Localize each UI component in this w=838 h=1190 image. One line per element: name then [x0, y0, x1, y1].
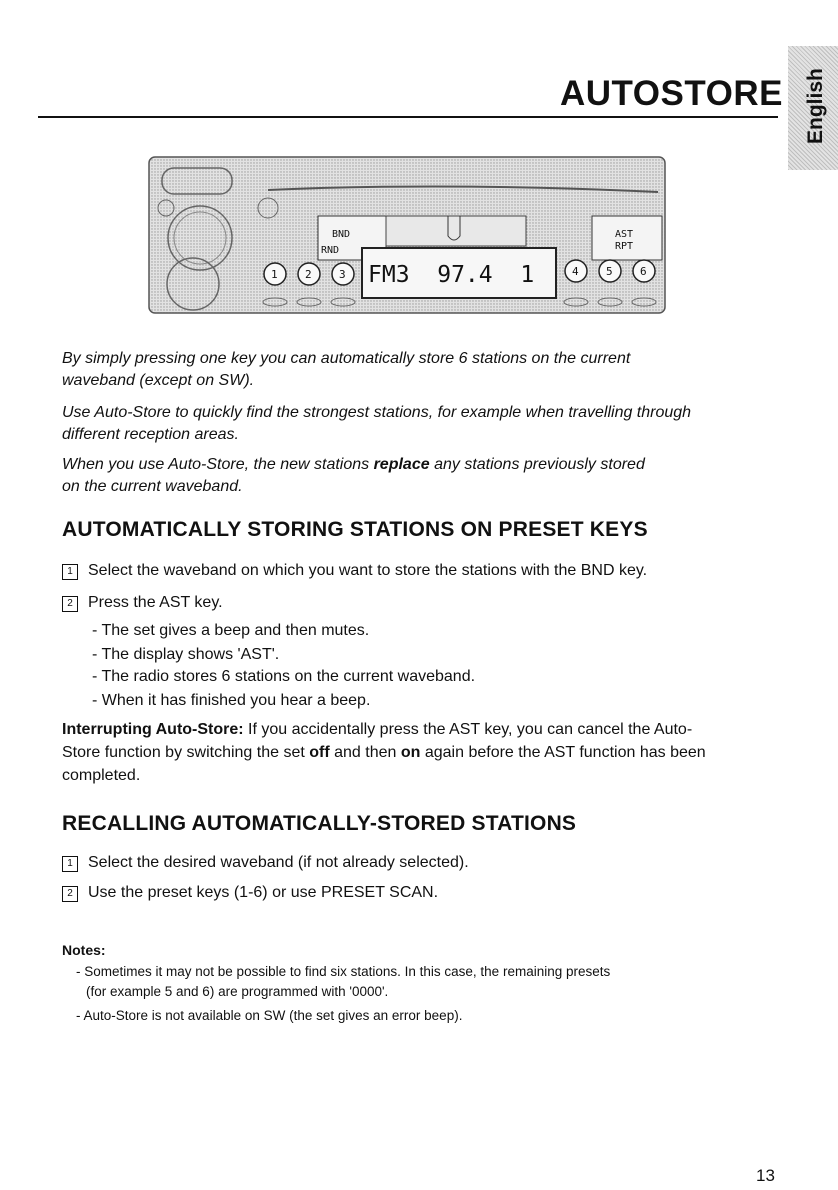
bnd-label: BND — [332, 229, 351, 240]
radio-display: FM3 97.4 1 — [368, 262, 535, 288]
page-number: 13 — [756, 1166, 775, 1185]
notes-heading: Notes: — [62, 942, 106, 958]
bullet-item: - The radio stores 6 stations on the current waveband. — [92, 668, 476, 685]
interrupting-paragraph: Interrupting Auto-Store: If you accidentally press the AST key, you can cancel the Auto- Store function by switching the set off and then on again before the AST function has been completed. — [62, 721, 706, 784]
interrupt-label: Interrupting Auto-Store: — [62, 721, 244, 738]
bullet-item: - The display shows 'AST'. — [92, 646, 280, 663]
step-number-box: 2 — [62, 596, 78, 612]
section-heading-storing: AUTOMATICALLY STORING STATIONS ON PRESET KEYS — [62, 518, 648, 541]
preset-3: 3 — [339, 268, 346, 281]
step-1-storing: 1 Select the waveband on which you want to store the stations with the BND key. — [62, 560, 647, 582]
ast-label: AST — [615, 229, 634, 240]
rnd-label: RND — [321, 245, 340, 256]
language-tab — [788, 46, 838, 170]
preset-4: 4 — [572, 265, 579, 278]
step-number-box: 1 — [62, 564, 78, 580]
intro-paragraph-3: When you use Auto-Store, the new stations replace any stations previously stored on the current waveband. — [62, 456, 645, 495]
title-rule — [38, 116, 778, 118]
step-2-recalling: 2 Use the preset keys (1-6) or use PRESET SCAN. — [62, 882, 438, 904]
page-title: AUTOSTORE — [560, 74, 783, 113]
note-1: - Sometimes it may not be possible to find six stations. In this case, the remaining presets (for example 5 and 6) are programmed with '0000'. — [76, 964, 611, 999]
intro-paragraph-2: Use Auto-Store to quickly find the strongest stations, for example when travelling through different reception areas. — [62, 404, 692, 443]
step-number-box: 2 — [62, 886, 78, 902]
preset-1: 1 — [271, 268, 278, 281]
rpt-label: RPT — [615, 241, 634, 252]
preset-5: 5 — [606, 265, 613, 278]
section-heading-recalling: RECALLING AUTOMATICALLY-STORED STATIONS — [62, 812, 577, 835]
step-1-recalling: 1 Select the desired waveband (if not already selected). — [62, 852, 469, 874]
intro-paragraph-1: By simply pressing one key you can automatically store 6 stations on the current waveband (except on SW). — [62, 350, 631, 389]
note-2: - Auto-Store is not available on SW (the set gives an error beep). — [76, 1008, 463, 1023]
radio-illustration — [148, 156, 666, 314]
bullet-item: - The set gives a beep and then mutes. — [92, 622, 370, 639]
step-2-storing: 2 Press the AST key. — [62, 592, 223, 614]
step-number-box: 1 — [62, 856, 78, 872]
bullet-item: - When it has finished you hear a beep. — [92, 692, 371, 709]
language-tab-label: English — [804, 68, 827, 144]
preset-6: 6 — [640, 265, 647, 278]
preset-2: 2 — [305, 268, 312, 281]
